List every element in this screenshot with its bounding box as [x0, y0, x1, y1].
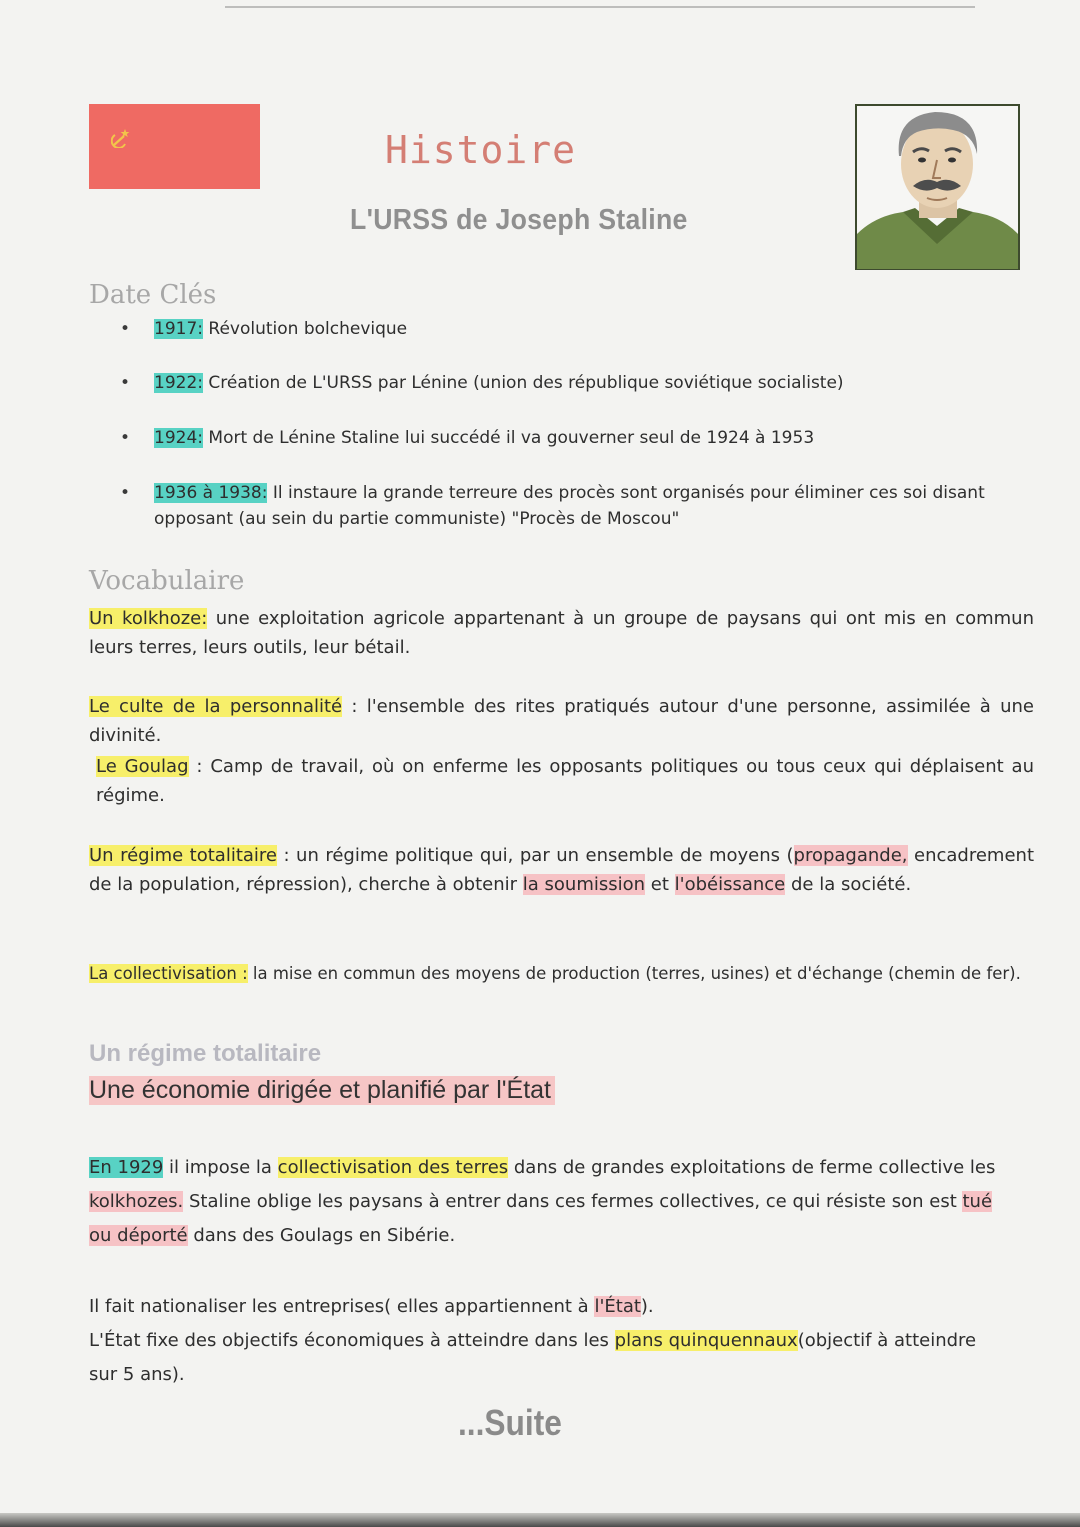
bottom-edge [0, 1513, 1080, 1527]
date-label: 1917: [154, 319, 203, 339]
vocab-kolkhoze [89, 604, 1034, 662]
page-title: Histoire [385, 128, 577, 172]
list-item [110, 370, 1010, 396]
date-label: 1924: [154, 428, 203, 448]
term-totalitaire: Un régime totalitaire [89, 845, 277, 866]
vocab-collectivisation [89, 960, 1034, 988]
text: L'État fixe des objectifs économiques à atteindre dans les [89, 1330, 615, 1351]
list-item [110, 480, 1010, 532]
suite-link[interactable]: ...Suite [458, 1402, 562, 1443]
soviet-flag [89, 104, 260, 189]
vocab-heading: Vocabulaire [89, 566, 245, 596]
definition: : l'ensemble des rites pratiqués autour d'une personne, assimilée à une divinité. [89, 696, 1034, 746]
text: dans des Goulags en Sibérie. [187, 1225, 456, 1246]
highlight-plans: plans quinquennaux [614, 1330, 798, 1351]
regime-paragraph-3 [89, 1324, 1009, 1392]
text: il impose la [163, 1157, 278, 1178]
highlight-etat: l'État [594, 1296, 641, 1317]
list-item [110, 316, 1010, 342]
date-text: Création de L'URSS par Lénine (union des république soviétique socialiste) [203, 373, 844, 393]
text: Staline oblige les paysans à entrer dans ces fermes collectives, ce qui résiste son est [183, 1191, 963, 1212]
definition: : Camp de travail, où on enferme les opposants politiques ou tous ceux qui déplaisent au régime. [96, 756, 1034, 806]
term-goulag: Le Goulag [96, 756, 189, 777]
definition: : un régime politique qui, par un ensemble de moyens ( [277, 845, 794, 866]
highlight-propagande: propagande, [793, 845, 908, 866]
text: dans de grandes exploitations de ferme collective les [508, 1157, 996, 1178]
date-text: Révolution bolchevique [203, 319, 408, 339]
dates-list [110, 316, 1010, 532]
date-text: Il instaure la grande terreure des procès sont organisés pour éliminer ces soi disant opposant (au sein du partie communiste) "Procès de Moscou" [154, 483, 985, 529]
term-collectivisation: La collectivisation : [89, 964, 248, 983]
definition: une exploitation agricole appartenant à un groupe de paysans qui ont mis en commun leurs terres, leurs outils, leur bétail. [89, 608, 1034, 658]
date-label: En 1929 [89, 1157, 164, 1178]
soviet-flag-icon [111, 128, 133, 148]
highlight-tue-deporte: tué ou déporté [89, 1191, 993, 1246]
text: Il fait nationaliser les entreprises( elles appartiennent à [89, 1296, 595, 1317]
term-kolkhoze: Un kolkhoze: [89, 608, 208, 629]
date-label: 1922: [154, 373, 203, 393]
text: ). [640, 1296, 654, 1317]
vocab-culte [89, 692, 1034, 750]
definition: encadrement de la population, répression), cherche à obtenir [89, 845, 1035, 895]
dates-heading: Date Clés [89, 280, 217, 310]
top-divider [225, 6, 975, 8]
regime-subheading: Une économie dirigée et planifié par l'État [89, 1076, 555, 1105]
vocab-totalitaire [89, 841, 1034, 899]
definition: la mise en commun des moyens de production (terres, usines) et d'échange (chemin de fer). [247, 964, 1021, 983]
highlight-kolkhozes: kolkhozes. [89, 1191, 184, 1212]
highlight-collectivisation: collectivisation des terres [277, 1157, 509, 1178]
page-subtitle: L'URSS de Joseph Staline [350, 204, 688, 236]
regime-paragraph-1 [89, 1151, 1019, 1253]
regime-paragraph-2 [89, 1290, 1034, 1324]
stalin-portrait-icon [855, 104, 1020, 270]
highlight-obeissance: l'obéissance [674, 874, 786, 895]
term-culte: Le culte de la personnalité [89, 696, 343, 717]
date-text: Mort de Lénine Staline lui succédé il va gouverner seul de 1924 à 1953 [203, 428, 815, 448]
date-label: 1936 à 1938: [154, 483, 268, 503]
text: (objectif à atteindre sur 5 ans). [89, 1330, 977, 1385]
list-item [110, 425, 1010, 451]
regime-heading: Un régime totalitaire [89, 1040, 322, 1067]
highlight-soumission: la soumission [522, 874, 646, 895]
definition: et [645, 874, 675, 895]
definition: de la société. [785, 874, 912, 895]
vocab-goulag [89, 752, 1034, 810]
